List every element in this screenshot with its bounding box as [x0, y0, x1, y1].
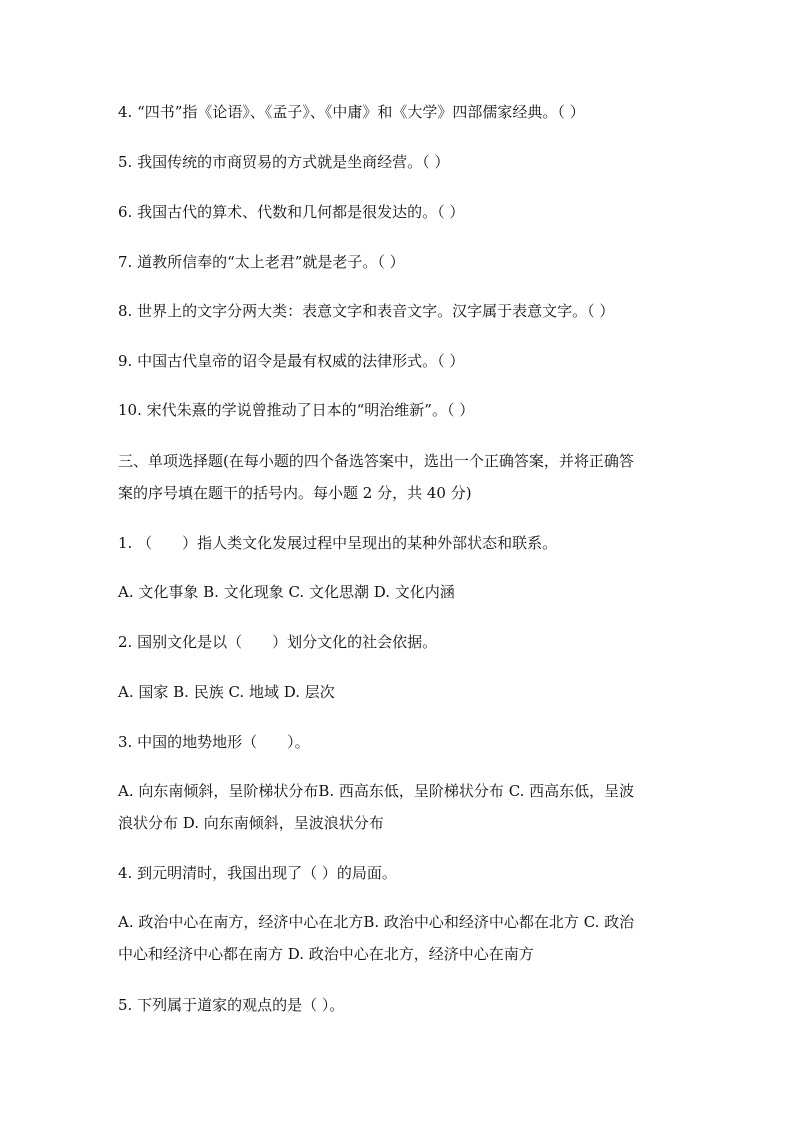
question-line: 8. 世界上的文字分两大类：表意文字和表音文字。汉字属于表意文字。（ ）	[118, 302, 615, 320]
question-line: 5. 下列属于道家的观点的是（ ）。	[118, 996, 345, 1014]
question-line: 2. 国别文化是以（ ）划分文化的社会依据。	[118, 633, 438, 651]
question-line: 7. 道教所信奉的“太上老君”就是老子。（ ）	[118, 253, 405, 271]
question-line: 10. 宋代朱熹的学说曾推动了日本的“明治维新”。（ ）	[118, 401, 475, 419]
answer-options-continued: 浪状分布 D. 向东南倾斜，呈波浪状分布	[118, 814, 384, 832]
question-line: 3. 中国的地势地形（ ）。	[118, 733, 310, 751]
question-line: 4. “四书”指《论语》、《孟子》、《中庸》和《大学》四部儒家经典。（ ）	[118, 103, 585, 121]
answer-options-continued: 中心和经济中心都在南方 D. 政治中心在北方，经济中心在南方	[118, 945, 534, 963]
question-line: 4. 到元明清时，我国出现了（ ）的局面。	[118, 864, 397, 882]
answer-options: A. 国家 B. 民族 C. 地域 D. 层次	[118, 683, 335, 701]
answer-options: A. 向东南倾斜，呈阶梯状分布B. 西高东低，呈阶梯状分布 C. 西高东低，呈波	[118, 782, 635, 800]
answer-options: A. 政治中心在南方，经济中心在北方B. 政治中心和经济中心都在北方 C. 政治	[118, 913, 635, 931]
question-line: 5. 我国传统的市商贸易的方式就是坐商经营。（ ）	[118, 153, 450, 171]
question-line: 6. 我国古代的算术、代数和几何都是很发达的。（ ）	[118, 203, 465, 221]
section-heading: 三、单项选择题(在每小题的四个备选答案中，选出一个正确答案，并将正确答	[118, 452, 634, 470]
answer-options: A. 文化事象 B. 文化现象 C. 文化思潮 D. 文化内涵	[118, 583, 455, 601]
section-heading-continued: 案的序号填在题干的括号内。每小题 2 分，共 40 分)	[118, 484, 472, 502]
question-line: 9. 中国古代皇帝的诏令是最有权威的法律形式。（ ）	[118, 352, 465, 370]
question-line: 1. （ ）指人类文化发展过程中呈现出的某种外部状态和联系。	[118, 534, 558, 552]
